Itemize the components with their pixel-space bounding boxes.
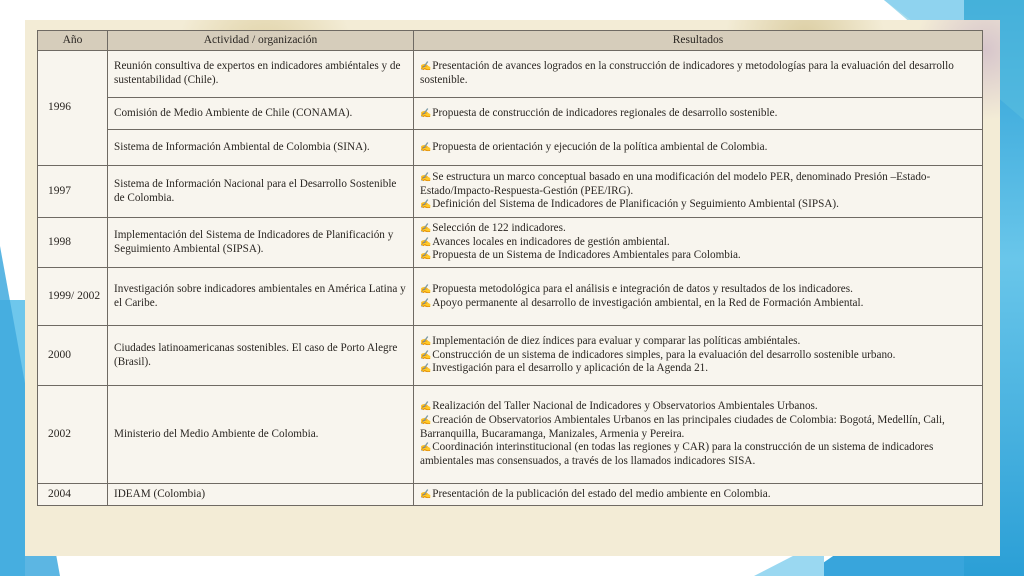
header-activity: Actividad / organización	[108, 31, 414, 51]
results-cell	[414, 130, 983, 166]
writing-hand-icon: ✍	[420, 414, 432, 425]
writing-hand-icon: ✍	[420, 61, 432, 72]
activity-cell: Sistema de Información Nacional para el Desarrollo Sostenible de Colombia.	[108, 166, 414, 218]
result-item	[420, 171, 976, 199]
result-text: Avances locales en indicadores de gestión ambiental.	[432, 235, 670, 248]
results-cell	[414, 326, 983, 386]
result-item	[420, 349, 976, 363]
year-cell: 2000	[38, 326, 108, 386]
year-cell: 2002	[38, 386, 108, 484]
result-text: Creación de Observatorios Ambientales Urbanos en las principales ciudades de Colombia: Bogotá, Medellín, Cali, Barranquilla, Bucaramanga, Manizales, Armenia y Pereira.	[420, 413, 945, 440]
year-cell: 1997	[38, 166, 108, 218]
year-cell: 2004	[38, 484, 108, 506]
writing-hand-icon: ✍	[420, 401, 432, 411]
writing-hand-icon: ✍	[420, 171, 432, 182]
result-item	[420, 362, 976, 376]
result-text: Propuesta de construcción de indicadores regionales de desarrollo sostenible.	[432, 106, 778, 119]
table-row	[38, 386, 983, 484]
results-cell	[414, 51, 983, 98]
result-item	[420, 335, 976, 349]
result-item	[420, 297, 976, 311]
table-row	[38, 218, 983, 268]
writing-hand-icon: ✍	[420, 236, 432, 247]
results-cell	[414, 484, 983, 506]
table-row	[38, 130, 983, 166]
result-text: Se estructura un marco conceptual basado en una modificación del modelo PER, denominado Presión –Estado-Estado/Impacto-Respuesta-Gestión (PEE/IRG).	[420, 170, 931, 197]
result-item	[420, 222, 976, 236]
results-cell	[414, 386, 983, 484]
table-row	[38, 484, 983, 506]
results-cell	[414, 268, 983, 326]
result-text: Propuesta metodológica para el análisis e integración de datos y resultados de los indicadores.	[432, 282, 853, 295]
result-text: Investigación para el desarrollo y aplicación de la Agenda 21.	[432, 362, 709, 375]
writing-hand-icon: ✍	[420, 250, 432, 261]
result-item	[420, 236, 976, 250]
table-body	[38, 51, 983, 506]
result-text: Construcción de un sistema de indicadores simples, para la evaluación del desarrollo sostenible urbano.	[432, 348, 896, 361]
writing-hand-icon: ✍	[420, 283, 432, 294]
result-text: Realización del Taller Nacional de Indicadores y Observatorios Ambientales Urbanos.	[432, 400, 818, 412]
activity-cell: Comisión de Medio Ambiente de Chile (CONAMA).	[108, 98, 414, 130]
result-text: Coordinación interinstitucional (en todas las regiones y CAR) para la construcción de un sistema de indicadores ambientales mas consensuados, a través de los llamados indicadores SISA.	[420, 441, 934, 468]
activity-cell: Implementación del Sistema de Indicadores de Planificación y Seguimiento Ambiental (SIPSA).	[108, 218, 414, 268]
indicators-history-table	[37, 30, 983, 506]
writing-hand-icon: ✍	[420, 107, 432, 118]
writing-hand-icon: ✍	[420, 297, 432, 308]
result-text: Selección de 122 indicadores.	[432, 221, 566, 234]
result-item	[420, 60, 976, 88]
result-item	[420, 488, 976, 502]
result-item	[420, 414, 976, 442]
activity-cell: Reunión consultiva de expertos en indicadores ambiéntales y de sustentabilidad (Chile).	[108, 51, 414, 98]
writing-hand-icon: ✍	[420, 335, 432, 346]
activity-cell: Investigación sobre indicadores ambientales en América Latina y el Caribe.	[108, 268, 414, 326]
year-cell: 1996	[38, 51, 108, 166]
table-row	[38, 51, 983, 98]
activity-cell: Ciudades latinoamericanas sostenibles. El caso de Porto Alegre (Brasil).	[108, 326, 414, 386]
table-row	[38, 326, 983, 386]
writing-hand-icon: ✍	[420, 141, 432, 152]
year-cell: 1998	[38, 218, 108, 268]
result-item	[420, 107, 976, 121]
header-results: Resultados	[414, 31, 983, 51]
results-cell	[414, 98, 983, 130]
result-item	[420, 198, 976, 212]
result-text: Propuesta de orientación y ejecución de la política ambiental de Colombia.	[432, 140, 768, 153]
table-row	[38, 98, 983, 130]
writing-hand-icon: ✍	[420, 199, 432, 210]
result-text: Presentación de la publicación del estado del medio ambiente en Colombia.	[432, 487, 771, 500]
year-cell: 1999/ 2002	[38, 268, 108, 326]
activity-cell: Sistema de Información Ambiental de Colombia (SINA).	[108, 130, 414, 166]
activity-cell: Ministerio del Medio Ambiente de Colombia.	[108, 386, 414, 484]
result-item	[420, 249, 976, 263]
result-text: Definición del Sistema de Indicadores de Planificación y Seguimiento Ambiental (SIPSA).	[432, 198, 839, 211]
result-text: Apoyo permanente al desarrollo de investigación ambiental, en la Red de Formación Ambiental.	[432, 296, 864, 309]
writing-hand-icon: ✍	[420, 363, 432, 374]
writing-hand-icon: ✍	[420, 488, 432, 499]
header-year: Año	[38, 31, 108, 51]
result-item	[420, 283, 976, 297]
activity-cell: IDEAM (Colombia)	[108, 484, 414, 506]
result-text: Propuesta de un Sistema de Indicadores Ambientales para Colombia.	[432, 249, 741, 262]
writing-hand-icon: ✍	[420, 442, 432, 453]
results-cell	[414, 166, 983, 218]
table-header-row	[38, 31, 983, 51]
writing-hand-icon: ✍	[420, 349, 432, 360]
result-text: Implementación de diez índices para evaluar y comparar las políticas ambiéntales.	[432, 334, 801, 347]
writing-hand-icon: ✍	[420, 222, 432, 233]
result-item	[420, 441, 976, 469]
results-cell	[414, 218, 983, 268]
result-item	[420, 400, 976, 414]
result-item	[420, 141, 976, 155]
result-text: Presentación de avances logrados en la construcción de indicadores y metodologías para la evaluación del desarrollo sostenible.	[420, 60, 954, 86]
table-row	[38, 166, 983, 218]
table-row	[38, 268, 983, 326]
